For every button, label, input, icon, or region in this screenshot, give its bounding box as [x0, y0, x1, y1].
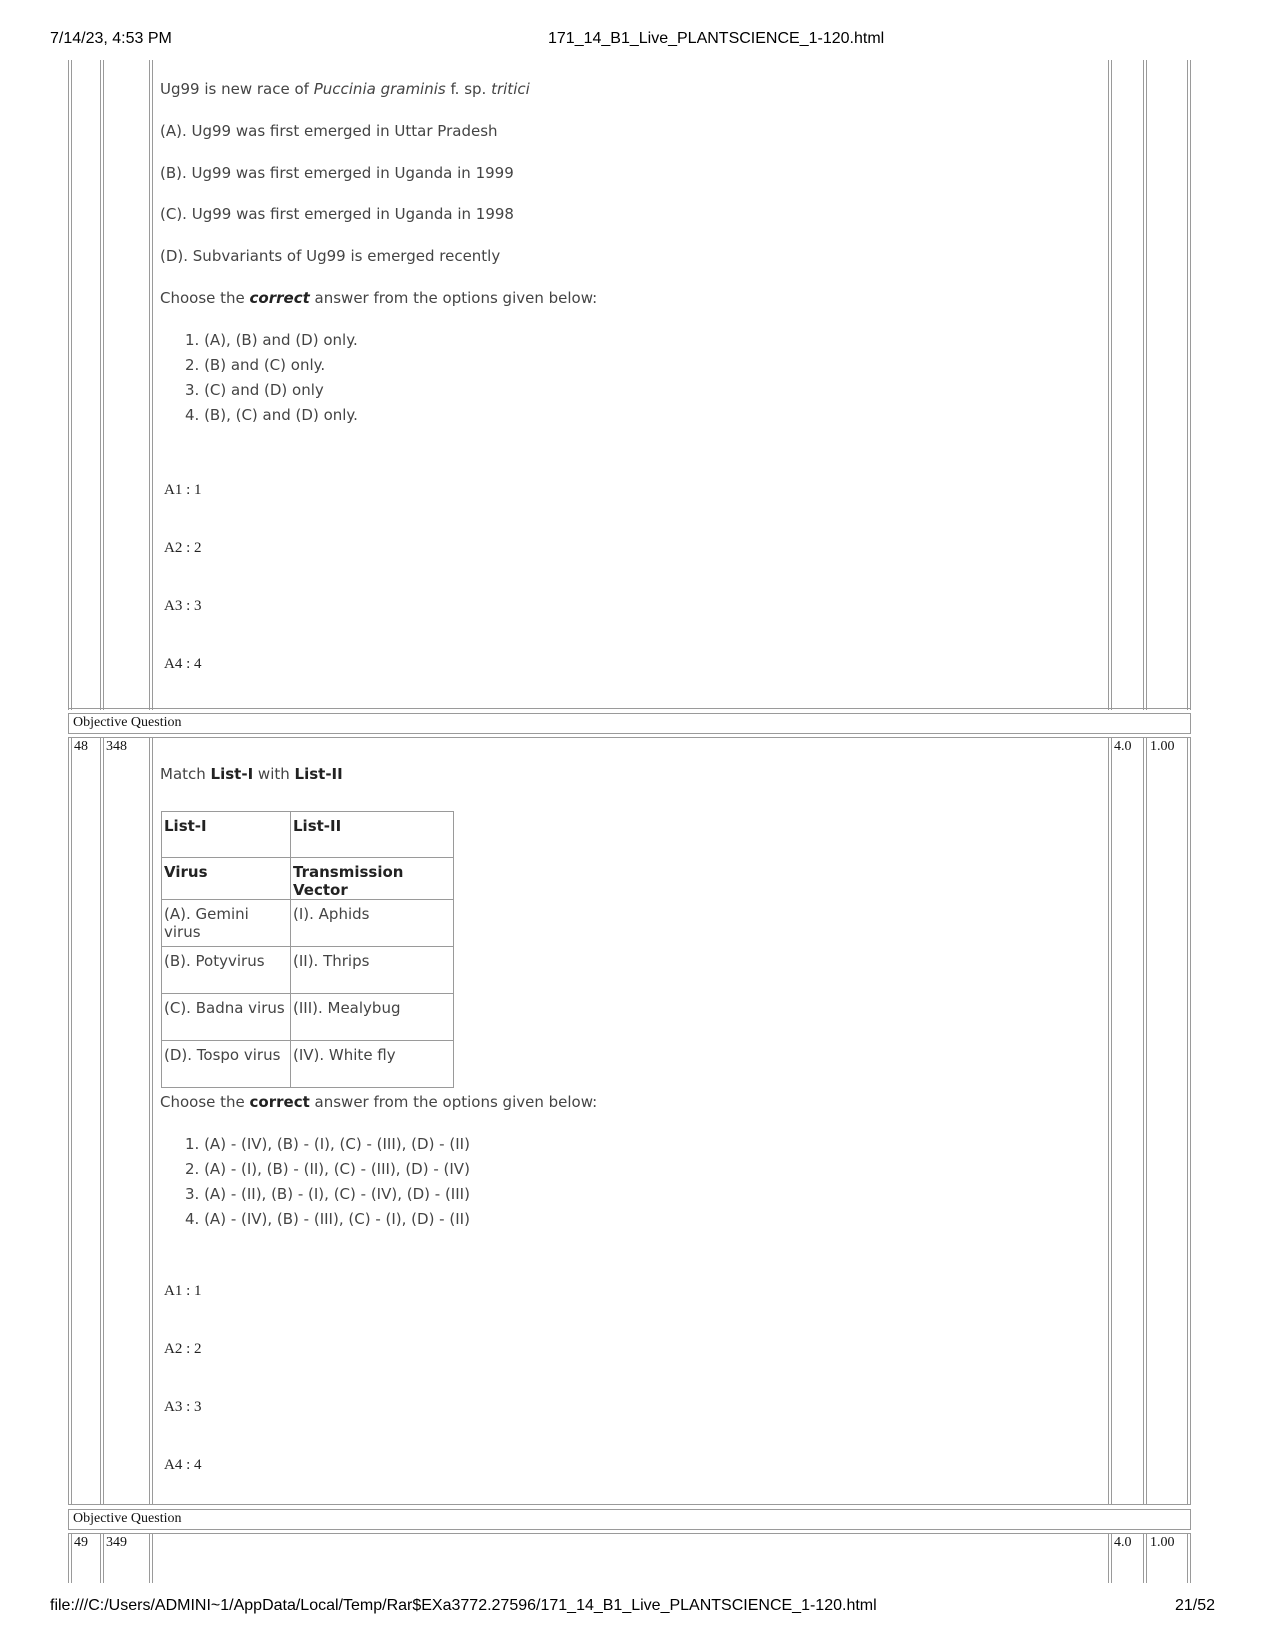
q47-statement-a: (A). Ug99 was first emerged in Uttar Pradesh [160, 122, 498, 140]
q47-option-2: 2. (B) and (C) only. [185, 356, 326, 374]
q48-instruction: Choose the correct answer from the options given below: [160, 1093, 598, 1111]
match-cell: (I). Aphids [291, 900, 454, 947]
table-row [162, 1041, 454, 1088]
q48-option-3: 3. (A) - (II), (B) - (I), (C) - (IV), (D) - (III) [185, 1185, 470, 1203]
print-datetime: 7/14/23, 4:53 PM [50, 30, 172, 47]
table-row [162, 947, 454, 994]
match-header-list2: List-II [291, 812, 454, 858]
q49-negative-marks: 1.00 [1150, 1535, 1175, 1550]
q48-type-label: Objective Question [73, 715, 182, 730]
q47-statement-d: (D). Subvariants of Ug99 is emerged recently [160, 247, 501, 265]
q48-option-2: 2. (A) - (I), (B) - (II), (C) - (III), (D) - (IV) [185, 1160, 470, 1178]
table-row [162, 900, 454, 947]
q49-question-id: 349 [106, 1535, 127, 1550]
table-row [162, 994, 454, 1041]
q48-stem: Match List-I with List-II [160, 765, 343, 783]
q48-answer-3: A3 : 3 [164, 1399, 202, 1415]
q48-answer-1: A1 : 1 [164, 1283, 202, 1299]
q49-type-label: Objective Question [73, 1511, 182, 1526]
match-cell: (II). Thrips [291, 947, 454, 994]
q48-serial: 48 [74, 739, 88, 754]
q48-answer-2: A2 : 2 [164, 1341, 202, 1357]
match-header-list1: List-I [162, 812, 291, 858]
q47-option-4: 4. (B), (C) and (D) only. [185, 406, 358, 424]
q49-marks: 4.0 [1114, 1535, 1132, 1550]
q49-serial: 49 [74, 1535, 88, 1550]
q47-answer-3: A3 : 3 [164, 598, 202, 614]
match-cell: (B). Potyvirus [162, 947, 291, 994]
match-cell: (C). Badna virus [162, 994, 291, 1041]
q48-match-table [161, 811, 454, 1088]
match-cell: (III). Mealybug [291, 994, 454, 1041]
q47-answer-1: A1 : 1 [164, 482, 202, 498]
q47-answer-2: A2 : 2 [164, 540, 202, 556]
q47-statement-b: (B). Ug99 was first emerged in Uganda in 1999 [160, 164, 514, 182]
q48-answer-4: A4 : 4 [164, 1457, 202, 1473]
match-subheader-virus: Virus [162, 858, 291, 900]
q48-marks: 4.0 [1114, 739, 1132, 754]
print-file-path: file:///C:/Users/ADMINI~1/AppData/Local/Temp/Rar$EXa3772.27596/171_14_B1_Live_PLANTSCIENCE_1-120.html [50, 1597, 877, 1614]
q47-instruction: Choose the correct answer from the options given below: [160, 289, 598, 307]
q48-option-4: 4. (A) - (IV), (B) - (III), (C) - (I), (D) - (II) [185, 1210, 470, 1228]
match-cell: (A). Gemini virus [162, 900, 291, 947]
q47-answer-4: A4 : 4 [164, 656, 202, 672]
match-cell: (D). Tospo virus [162, 1041, 291, 1088]
match-subheader-vector: Transmission Vector [291, 858, 454, 900]
q47-option-1: 1. (A), (B) and (D) only. [185, 331, 358, 349]
page-number: 21/52 [1175, 1597, 1216, 1614]
q47-statement-c: (C). Ug99 was first emerged in Uganda in 1998 [160, 205, 514, 223]
q47-stem: Ug99 is new race of Puccinia graminis f. sp. tritici [160, 80, 530, 98]
q47-option-3: 3. (C) and (D) only [185, 381, 324, 399]
q48-negative-marks: 1.00 [1150, 739, 1175, 754]
q48-option-1: 1. (A) - (IV), (B) - (I), (C) - (III), (D) - (II) [185, 1135, 470, 1153]
q48-question-id: 348 [106, 739, 127, 754]
match-cell: (IV). White fly [291, 1041, 454, 1088]
print-filename: 171_14_B1_Live_PLANTSCIENCE_1-120.html [548, 30, 885, 47]
